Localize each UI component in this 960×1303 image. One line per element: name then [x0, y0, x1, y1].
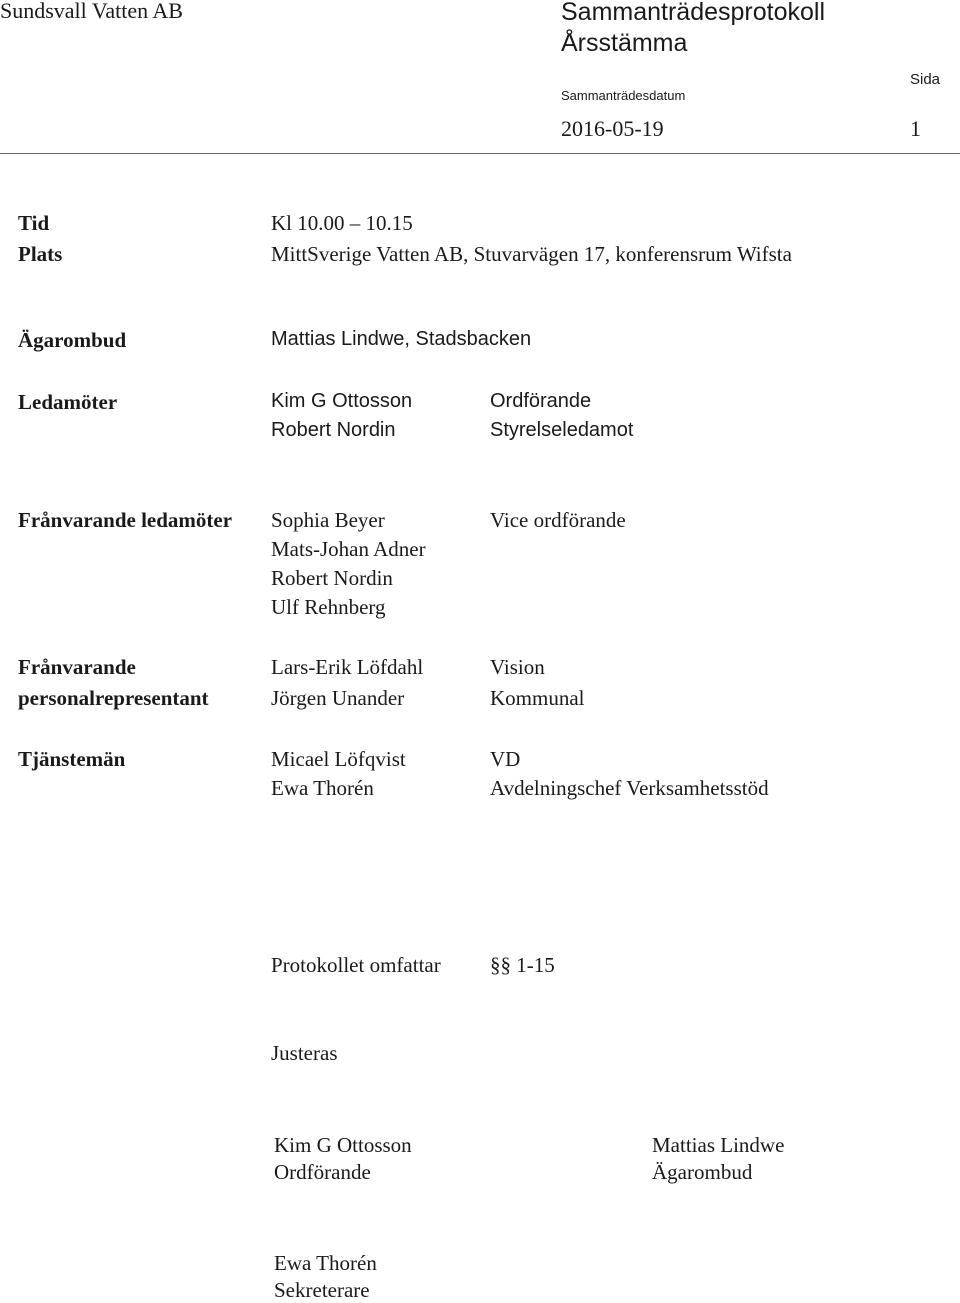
page-number: 1 — [910, 116, 921, 141]
signature-name: Mattias Lindwe — [652, 1133, 785, 1157]
absent-staff-label-line2: personalrepresentant — [18, 686, 209, 710]
absent-staff-name: Jörgen Unander — [271, 686, 405, 710]
meeting-date: 2016-05-19 — [561, 116, 664, 141]
document-title — [561, 0, 825, 59]
time-value: Kl 10.00 – 10.15 — [271, 211, 413, 235]
place-label: Plats — [18, 242, 63, 266]
official-name: Ewa Thorén — [271, 776, 374, 800]
official-role: VD — [490, 747, 521, 771]
document-type: Sammanträdesprotokoll — [561, 0, 826, 26]
signature-name: Kim G Ottosson — [274, 1133, 412, 1157]
signature-name: Ewa Thorén — [274, 1251, 377, 1275]
protocol-covers-value: §§ 1-15 — [490, 953, 555, 977]
absent-member-name: Robert Nordin — [271, 566, 393, 590]
official-role: Avdelningschef Verksamhetsstöd — [490, 776, 769, 800]
absent-members-label: Frånvarande ledamöter — [18, 508, 233, 532]
absent-staff-union: Kommunal — [490, 686, 585, 710]
member-name: Robert Nordin — [271, 419, 396, 441]
official-name: Micael Löfqvist — [271, 747, 406, 771]
signature-role: Ägarombud — [652, 1160, 753, 1184]
place-value: MittSverige Vatten AB, Stuvarvägen 17, konferensrum Wifsta — [271, 242, 792, 266]
absent-member-role: Vice ordförande — [490, 508, 626, 532]
member-name: Kim G Ottosson — [271, 390, 413, 412]
time-label: Tid — [18, 211, 50, 235]
members-label: Ledamöter — [18, 390, 118, 414]
header-divider — [0, 153, 960, 154]
absent-member-name: Mats-Johan Adner — [271, 537, 426, 561]
member-role: Ordförande — [490, 390, 592, 412]
signature-role: Ordförande — [274, 1160, 371, 1184]
page-label: Sida — [910, 71, 941, 88]
owner-rep-name: Mattias Lindwe, Stadsbacken — [271, 328, 532, 350]
absent-staff-union: Vision — [490, 655, 545, 679]
protocol-covers-label: Protokollet omfattar — [271, 953, 441, 977]
adjusted-label: Justeras — [271, 1041, 338, 1065]
owner-rep-label: Ägarombud — [18, 328, 127, 352]
member-role: Styrelseledamot — [490, 419, 634, 441]
absent-member-name: Ulf Rehnberg — [271, 595, 386, 619]
absent-staff-label-line1: Frånvarande — [18, 655, 136, 679]
absent-staff-name: Lars-Erik Löfdahl — [271, 655, 424, 679]
absent-member-name: Sophia Beyer — [271, 508, 385, 532]
officials-label: Tjänstemän — [18, 747, 126, 771]
signature-role: Sekreterare — [274, 1278, 370, 1302]
organization-name: Sundsvall Vatten AB — [0, 0, 183, 23]
meeting-name: Årsstämma — [561, 29, 688, 57]
date-label: Sammanträdesdatum — [561, 88, 686, 103]
